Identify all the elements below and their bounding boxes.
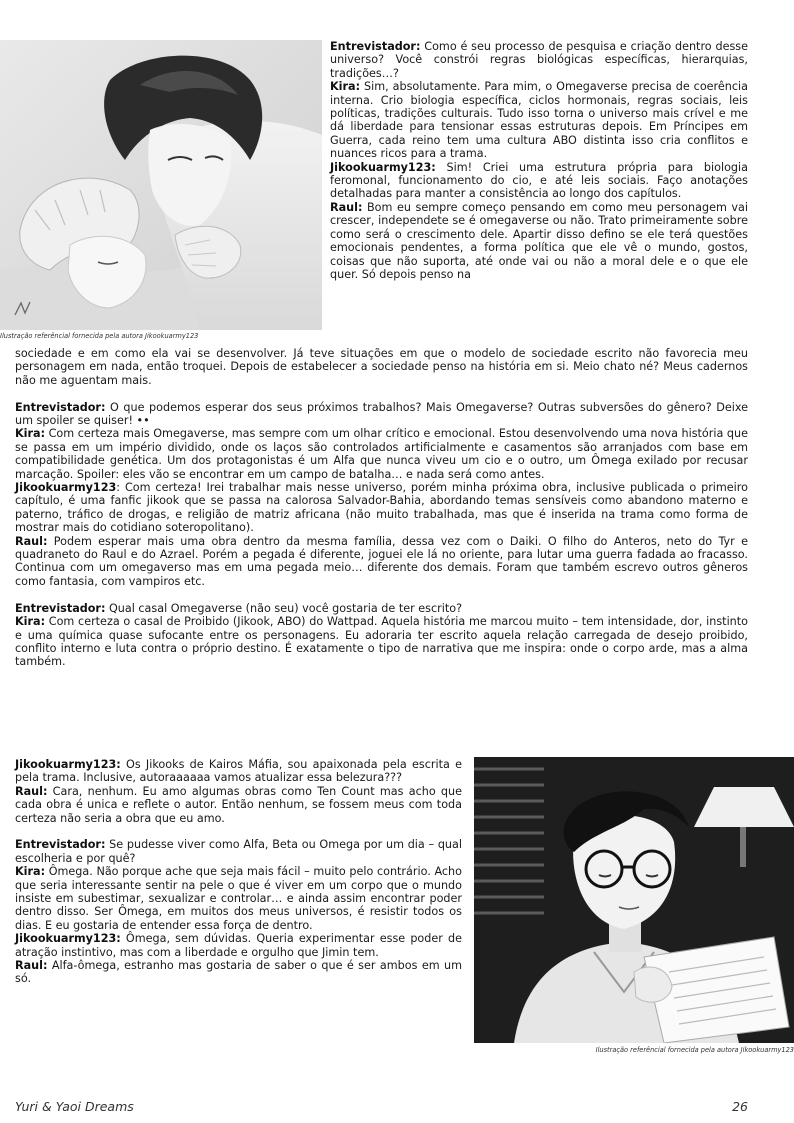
answer-paragraph <box>15 959 462 986</box>
speaker-label: Raul: <box>330 200 363 214</box>
page-number: 26 <box>732 1099 748 1114</box>
question-paragraph <box>15 602 748 615</box>
answer-paragraph <box>15 865 462 932</box>
question-paragraph <box>15 838 462 865</box>
speaker-label: Kira: <box>330 80 361 94</box>
answer-text: Ômega, sem dúvidas. Queria experimentar esse poder de atração instintivo, mas com a liberdade e orgulho que Jimin tem. <box>15 932 462 959</box>
speaker-label: Entrevistador: <box>15 400 106 414</box>
answer-paragraph <box>15 932 462 959</box>
answer-text: Bom eu sempre começo pensando em como meu personagem vai crescer, independete se é omegaverse ou não. Trato primeiramente sobre como será o crescimento dele. Apartir disso defino se ele terá questões emocionais pendentes, a forma política que ele vê o mundo, gostos, coisas que não suporta, até onde vai ou não a moral dele e o que ele quer. Só depois penso na <box>330 200 748 281</box>
speaker-label: Entrevistador: <box>330 40 421 53</box>
question-paragraph <box>330 40 748 80</box>
answer-text: Com certeza o casal de Proibido (Jikook, ABO) do Wattpad. Aquela história me marcou muito – tem intensidade, dor, instinto e uma química quase sufocante entre os personagens. Eu adoraria ter escrito aquela relação carregada de desejo proibido, conflito interno e luta contra o próprio destino. É exatamente o tipo de narrativa que me inspira: onde o corpo arde, mas a alma também. <box>15 615 748 669</box>
interview-block-3 <box>15 758 462 986</box>
speaker-label: Entrevistador: <box>15 601 106 615</box>
bottom-image-caption: Ilustração referêncial fornecida pela autora Jikookuarmy123 <box>595 1046 794 1054</box>
answer-text: Os Jikooks de Kairos Máfia, sou apaixonada pela escrita e pela trama. Inclusive, autoraaaaaa vamos atualizar essa belezura??? <box>15 758 462 785</box>
answer-paragraph <box>15 427 748 481</box>
answer-continuation: sociedade e em como ela vai se desenvolver. Já teve situações em que o modelo de sociedade escrito não favorecia meu personagem em nada, então troquei. Depois de estabelecer a sociedade penso na história em si. Meio chato né? Meus cadernos não me aguentam mais. <box>15 347 748 387</box>
answer-text: : Com certeza! Irei trabalhar mais nesse universo, porém minha próxima obra, inclusive publicada o primeiro capítulo, é uma fanfic jikook que se passa na calorosa Salvador-Bahia, abordando temas sensíveis como abandono materno e paterno, tráfico de drogas, e religião de matriz africana (não muito trabalhada, mas que é inserida na trama como forma de mostrar mais do cotidiano soteropolitano). <box>15 481 748 535</box>
answer-text: Sim! Criei uma estrutura própria para biologia feromonal, funcionamento do cio, e até leis sociais. Faço anotações detalhadas para manter a consistência ao longo dos capítulos. <box>330 160 748 201</box>
answer-paragraph <box>330 80 748 160</box>
interview-block-1 <box>330 40 748 281</box>
answer-paragraph <box>15 785 462 825</box>
answer-paragraph <box>15 481 748 535</box>
speaker-label: Entrevistador: <box>15 838 106 852</box>
answer-paragraph <box>330 161 748 201</box>
question-paragraph <box>15 401 748 428</box>
speaker-label: Kira: <box>15 427 46 441</box>
answer-text: Sim, absolutamente. Para mim, o Omegaverse precisa de coerência interna. Crio biologia específica, ciclos hormonais, regras sociais, leis políticas, tradições culturais. Tudo isso torna o universo mais crível e me dá liberdade para tensionar essas estruturas depois. Em Príncipes em Guerra, cada reino tem uma cultura ABO distinta isso cria conflitos e nuances ricos para a trama. <box>330 80 748 161</box>
speaker-label: Raul: <box>15 534 48 548</box>
answer-paragraph <box>330 201 748 281</box>
answer-text: Alfa-ômega, estranho mas gostaria de saber o que é ser ambos em um só. <box>15 959 462 986</box>
speaker-label: Jikookuarmy123: <box>330 160 436 174</box>
answer-text: Ômega. Não porque ache que seja mais fácil – muito pelo contrário. Acho que seria interessante sentir na pele o que é viver em um corpo que o mundo insiste em subestimar, sexualizar e controlar… e ainda assim encontrar poder dentro disso. Ser Ômega, em muitos dos meus universos, é resistir todos os dias. E eu gostaria de entender essa força de dentro. <box>15 865 462 932</box>
top-image-caption: Ilustração referêncial fornecida pela autora Jikookuarmy123 <box>0 332 199 340</box>
answer-paragraph <box>15 615 748 669</box>
speaker-label: Raul: <box>15 959 48 973</box>
speaker-label: Jikookuarmy123: <box>15 758 121 771</box>
speaker-label: Kira: <box>15 865 46 879</box>
answer-paragraph <box>15 758 462 785</box>
question-text: Se pudesse viver como Alfa, Beta ou Omega por um dia – qual escolheria e por quê? <box>15 838 462 865</box>
man-reading-illustration <box>474 757 794 1043</box>
answer-text: Cara, nenhum. Eu amo algumas obras como Ten Count mas acho que cada obra é unica e reflete o autor. Então nenhum, se fossem meus com toda certeza não seria a obra que eu amo. <box>15 784 462 825</box>
question-text: O que podemos esperar dos seus próximos trabalhos? Mais Omegaverse? Outras subversões do gênero? Deixe um spoiler se quiser! •• <box>15 400 748 428</box>
couple-illustration <box>0 40 322 330</box>
question-text: Como é seu processo de pesquisa e criação dentro desse universo? Você constrói regras biológicas específicas, hierarquias, tradições…? <box>330 40 748 80</box>
interview-block-2 <box>15 347 748 669</box>
magazine-name: Yuri & Yaoi Dreams <box>15 1099 134 1114</box>
speaker-label: Jikookuarmy123 <box>15 481 117 495</box>
answer-text: Com certeza mais Omegaverse, mas sempre com um olhar crítico e emocional. Estou desenvolvendo uma nova história que se passa em um império dividido, onde os laços são controlados artificialmente e casamentos são arranjados com base em compatibilidade genética. Um dos protagonistas é um Alfa que nunca viveu um cio e o outro, um Ômega exilado por recusar marcação. Spoiler: eles vão se encontrar em um campo de batalha… e nada será como antes. <box>15 427 748 481</box>
speaker-label: Raul: <box>15 784 48 798</box>
answer-paragraph <box>15 535 748 589</box>
speaker-label: Kira: <box>15 615 46 629</box>
question-text: Qual casal Omegaverse (não seu) você gostaria de ter escrito? <box>105 601 463 615</box>
speaker-label: Jikookuarmy123: <box>15 932 121 946</box>
answer-text: Podem esperar mais uma obra dentro da mesma família, dessa vez com o Daiki. O filho do Anteros, neto do Tyr e quadraneto do Raul e do Azrael. Porém a pegada é diferente, joguei ele lá no oriente, para lutar uma guerra fadada ao fracasso. Continua com um omegaverso mas em uma pegada meio… diferente dos demais. Foram que também escrevo outros gêneros como fantasia, com vampiros etc. <box>15 534 748 588</box>
